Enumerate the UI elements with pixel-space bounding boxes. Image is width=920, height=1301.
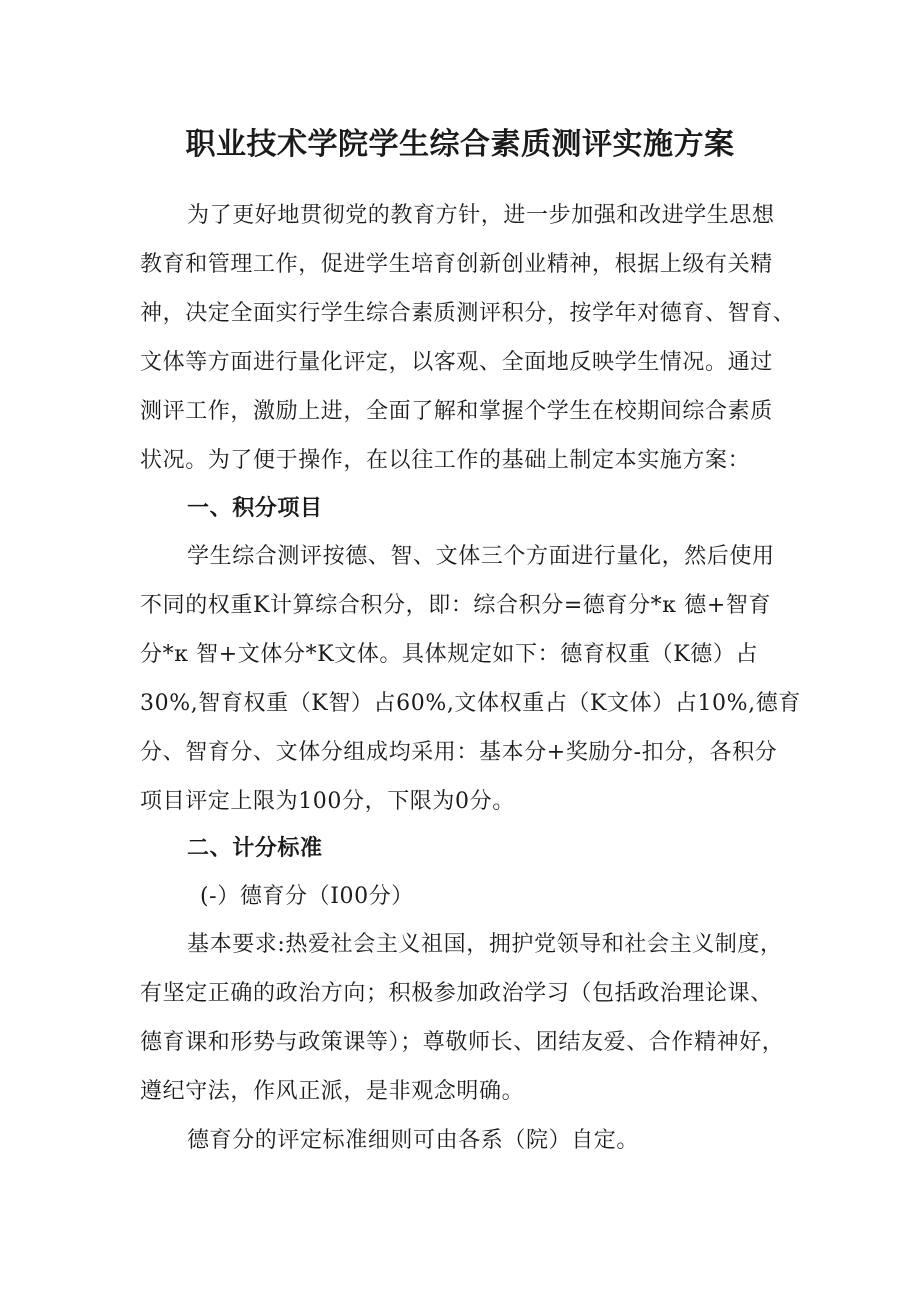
subsection1-line: 基本要求:热爱社会主义祖国，拥护党领导和社会主义制度， <box>187 932 783 957</box>
section1-line: 30%,智育权重（K智）占60%,文体权重占（K文体）占10%,德育 <box>140 691 801 716</box>
subsection1-line: 德育课和形势与政策课等）；尊敬师长、团结友爱、合作精神好， <box>140 1030 785 1055</box>
document-title: 职业技术学院学生综合素质测评实施方案 <box>185 127 735 162</box>
section1-line: 项目评定上限为100分，下限为0分。 <box>140 789 515 814</box>
intro-line: 文体等方面进行量化评定，以客观、全面地反映学生情况。通过 <box>140 350 773 375</box>
section1-line: 分、智育分、文体分组成均采用：基本分+奖励分-扣分，各积分 <box>140 740 778 765</box>
subsection-heading-moral-score: (-）德育分（I00分） <box>200 884 414 909</box>
intro-line: 为了更好地贯彻党的教育方针，进一步加强和改进学生思想 <box>187 203 775 228</box>
subsection1-line: 遵纪守法，作风正派，是非观念明确。 <box>140 1079 525 1104</box>
section-heading-scoring-items: 一、积分项目 <box>187 496 323 521</box>
intro-line: 测评工作，激励上进，全面了解和掌握个学生在校期间综合素质 <box>140 399 773 424</box>
subsection1-note: 德育分的评定标准细则可由各系（院）自定。 <box>187 1128 640 1153</box>
intro-line: 神，决定全面实行学生综合素质测评积分，按学年对德育、智育、 <box>140 301 796 326</box>
intro-line: 状况。为了便于操作，在以往工作的基础上制定本实施方案： <box>140 448 751 473</box>
section-heading-scoring-standard: 二、计分标准 <box>187 836 323 861</box>
section1-line: 不同的权重K计算综合积分，即：综合积分=德育分*κ 德+智育 <box>140 593 772 618</box>
section1-line: 学生综合测评按德、智、文体三个方面进行量化，然后使用 <box>187 544 775 569</box>
intro-line: 教育和管理工作，促进学生培育创新创业精神，根据上级有关精 <box>140 252 773 277</box>
section1-line: 分*κ 智+文体分*K文体。具体规定如下：德育权重（K德）占 <box>140 642 759 667</box>
subsection1-line: 有坚定正确的政治方向；积极参加政治学习（包括政治理论课、 <box>140 981 773 1006</box>
